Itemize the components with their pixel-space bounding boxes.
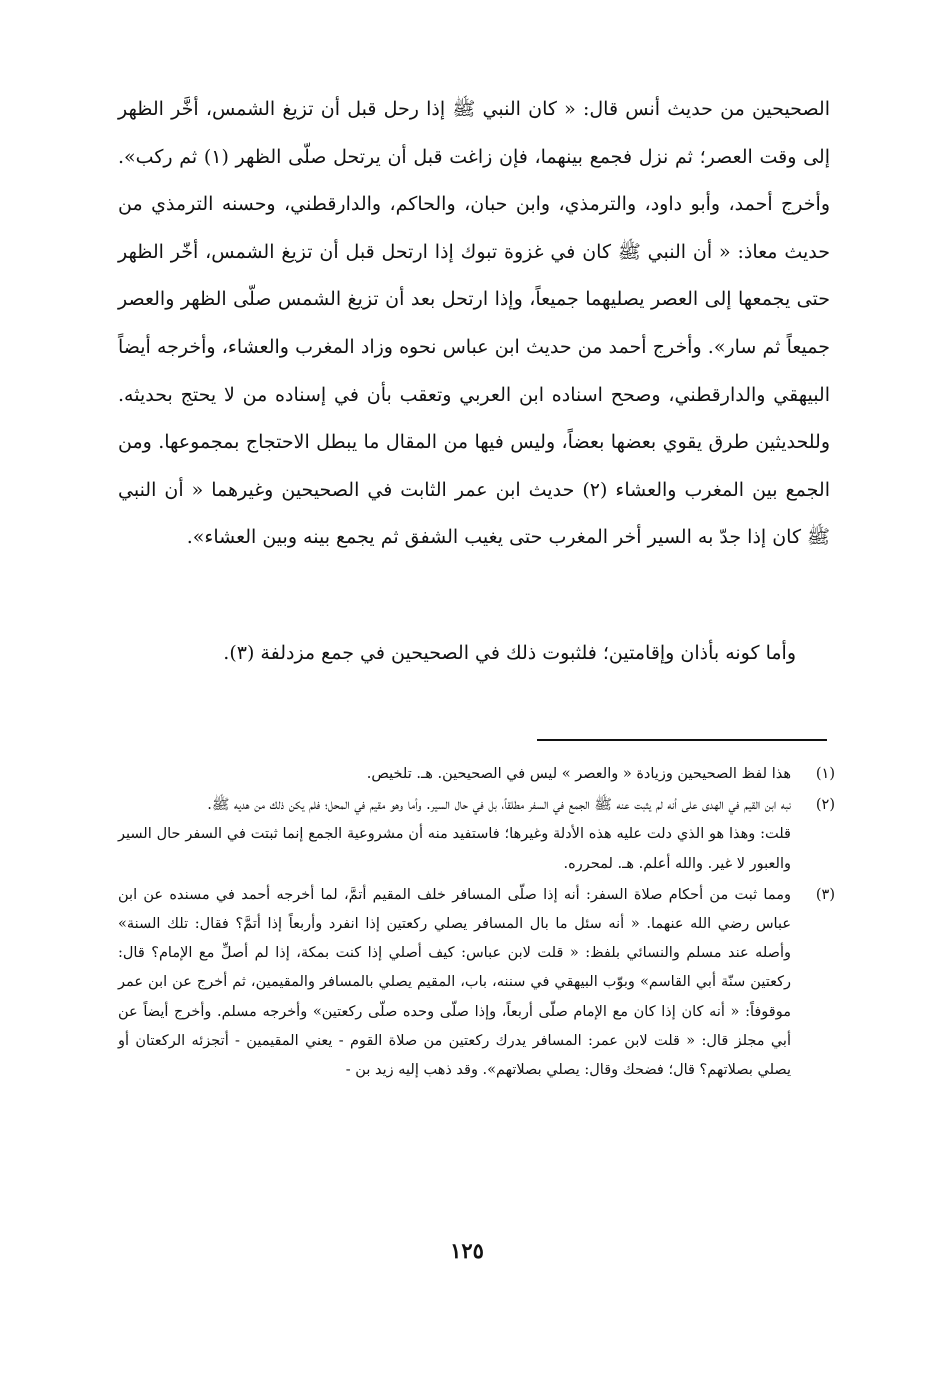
main-paragraph: الصحيحين من حديث أنس قال: « كان النبي ﷺ إذا رحل قبل أن تزيغ الشمس، أخَّر الظهر إلى وقت العصر؛ ثم نزل فجمع بينهما، فإن زاغت قبل أن يرتحل صلّى الظهر (١) ثم ركب». وأخرج أحمد، وأبو داود، والترمذي، وابن حبان، والحاكم، والدارقطني، وحسنه الترمذي من حديث معاذ: « أن النبي ﷺ كان في غزوة تبوك إذا ارتحل قبل أن تزيغ الشمس، أخّر الظهر حتى يجمعها إلى العصر يصليهما جميعاً، وإذا ارتحل بعد أن تزيغ الشمس صلّى الظهر والعصر جميعاً ثم سار». وأخرج أحمد من حديث ابن عباس نحوه وزاد المغرب والعشاء، وأخرجه أيضاً البيهقي والدارقطني، وصحح اسناده ابن العربي وتعقب بأن في إسناده من لا يحتج بحديثه. وللحديثين طرق يقوي بعضها بعضاً، وليس فيها من المقال ما يبطل الاحتجاج بمجموعها. ومن الجمع بين المغرب والعشاء (٢) حديث ابن عمر الثابت في الصحيحين وغيرهما « أن النبي ﷺ كان إذا جدّ به السير أخر المغرب حتى يغيب الشفق ثم يجمع بينه وبين العشاء». bbox=[118, 98, 830, 549]
footnote-text: نبه ابن القيم في الهدى على أنه لم يثبت عنه ﷺ الجمع في السفر مطلقاً، بل في حال السير. وأما وهو مقيم في المحل؛ فلم يكن ذلك من هديه ﷺ. bbox=[207, 797, 791, 814]
footnote-number: (٢) bbox=[815, 797, 835, 814]
footnote-text: هذا لفظ الصحيحين وزيادة « والعصر » ليس في الصحيحين. هـ. تلخيص. bbox=[366, 766, 791, 782]
footnote-text: ومما ثبت من أحكام صلاة السفر: أنه إذا صلّى المسافر خلف المقيم أتمَّ، لما أخرجه أحمد في مسنده عن ابن عباس رضي الله عنهما. « أنه سئل ما بال المسافر يصلي ركعتين إذا انفرد وأربعاً إذا أتمَّ؟ فقال: تلك السنة» وأصله عند مسلم والنسائي بلفظ: « قلت لابن عباس: كيف أصلي إذا كنت بمكة، إذا لم أصلِّ مع الإمام؟ قال: ركعتين سنّة أبي القاسم» وبوّب البيهقي في سننه، باب، المقيم يصلي بالمسافر والمقيمين، ثم أخرج عن ابن عمر موقوفاً: « أنه كان إذا كان مع الإمام صلّى أربعاً، وإذا صلّى وحده صلّى ركعتين» وأخرجه مسلم. وأخرج أيضاً عن أبي مجلز قال: « قلت لابن عمر: المسافر يدرك ركعتين من صلاة القوم - يعني المقيمين - أتجزئه الركعتان أو يصلي بصلاتهم؟ قال؛ فضحك وقال: يصلي بصلاتهم». وقد ذهب إليه زيد بن - bbox=[118, 886, 791, 1079]
footnote bbox=[118, 791, 835, 879]
footnote bbox=[118, 760, 835, 789]
footnote-number: (٣) bbox=[815, 886, 835, 903]
closing-paragraph-text: وأما كونه بأذان وإقامتين؛ فلثبوت ذلك في الصحيحين في جمع مزدلفة (٣). bbox=[223, 642, 796, 664]
footnote-body bbox=[118, 760, 791, 789]
footnote-body bbox=[118, 791, 791, 879]
footnote-separator bbox=[537, 739, 827, 741]
footnote-text: قلت: وهذا هو الذي دلت عليه هذه الأدلة وغيرها؛ فاستفيد منه أن مشروعية الجمع إنما ثبتت في السفر حال السير والعبور لا غير. والله أعلم. هـ. لمحرره. bbox=[118, 826, 791, 872]
page-number: ١٢٥ bbox=[450, 1238, 484, 1263]
footnote-number: (١) bbox=[815, 766, 835, 782]
closing-paragraph bbox=[118, 630, 830, 677]
footnote bbox=[118, 881, 835, 1085]
footnotes-list bbox=[118, 760, 835, 1085]
footnote-body bbox=[118, 881, 791, 1085]
